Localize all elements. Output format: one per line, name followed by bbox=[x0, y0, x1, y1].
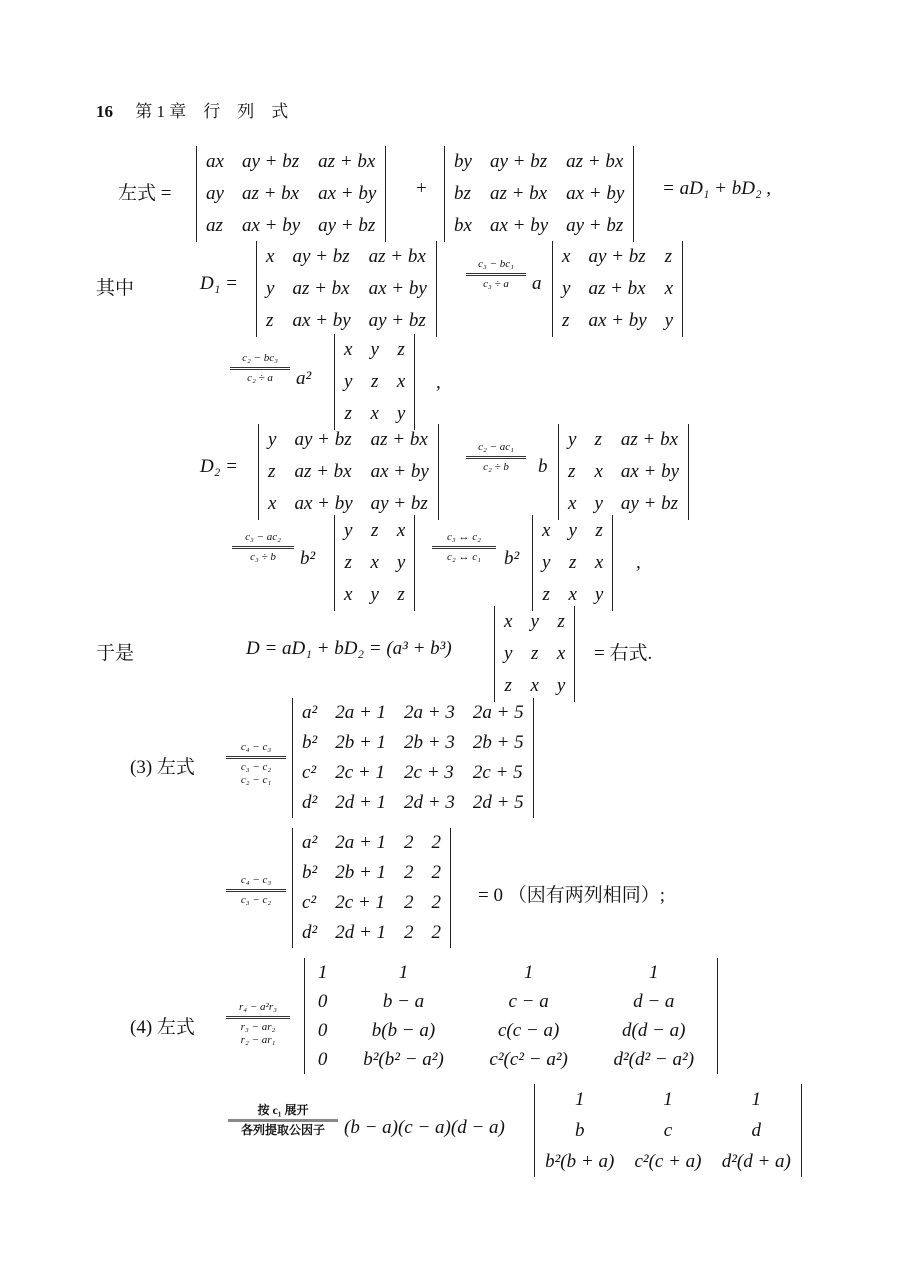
det-cell: x bbox=[344, 584, 353, 605]
d1-det1 bbox=[256, 241, 437, 337]
det-cell: az + bx bbox=[292, 278, 350, 299]
det-cell: z bbox=[530, 643, 539, 664]
det-cell: x bbox=[370, 552, 379, 573]
det-row bbox=[197, 146, 385, 178]
det-row bbox=[293, 728, 533, 758]
op-bottom: 各列提取公因子 bbox=[240, 1123, 325, 1137]
det-cell: 2 bbox=[404, 922, 414, 943]
det-row bbox=[553, 305, 682, 337]
det-cell: x bbox=[344, 339, 353, 360]
det-cell: z bbox=[344, 403, 352, 424]
part3-det2 bbox=[292, 828, 451, 948]
det-cell: d²(d² − a²) bbox=[613, 1049, 695, 1070]
det-row bbox=[535, 1084, 801, 1115]
det-row bbox=[559, 424, 688, 456]
page-header bbox=[96, 97, 288, 122]
det-row bbox=[495, 638, 574, 670]
det-cell: 2 bbox=[404, 862, 414, 883]
part4-det1 bbox=[304, 958, 718, 1074]
op-bottom: c₃ ÷ a bbox=[483, 278, 509, 290]
op-top: c₃ ↔ c₂ bbox=[447, 531, 481, 543]
op-bottom: c₃ − c₂ bbox=[240, 761, 272, 773]
op-bottom-2: r₂ − ar₁ bbox=[240, 1034, 276, 1046]
det-cell: c(c − a) bbox=[497, 1020, 560, 1041]
det-cell: 0 bbox=[317, 991, 328, 1012]
det-cell: c − a bbox=[508, 991, 549, 1012]
det-row bbox=[335, 547, 414, 579]
det-cell: ax + by bbox=[620, 461, 680, 482]
op-bottom: c₃ − c₂ bbox=[240, 894, 272, 906]
part3-op2 bbox=[226, 874, 286, 907]
part4-det2 bbox=[534, 1084, 802, 1177]
op-top: c₄ − c₃ bbox=[240, 874, 272, 886]
det-cell: c bbox=[663, 1120, 673, 1141]
det-cell: y bbox=[542, 552, 551, 573]
det-cell: d(d − a) bbox=[622, 1020, 686, 1041]
op-top: c₃ − bc₁ bbox=[478, 258, 514, 270]
det-cell: c² bbox=[302, 892, 317, 913]
det-cell: y bbox=[344, 371, 353, 392]
det-cell: ax + by bbox=[566, 183, 625, 204]
det-cell: z bbox=[568, 552, 577, 573]
det-cell: x bbox=[504, 611, 513, 632]
det-row bbox=[305, 958, 717, 987]
det-cell: y bbox=[594, 584, 604, 605]
det-cell: 2b + 1 bbox=[335, 862, 387, 883]
det-cell: ax + by bbox=[588, 310, 647, 331]
conclusion-expr: D = aD₁ + bD₂ = (a³ + b³) bbox=[246, 638, 452, 659]
det-cell: 0 bbox=[317, 1020, 328, 1041]
det-cell: x bbox=[556, 643, 566, 664]
det-cell: y bbox=[556, 675, 566, 696]
det-cell: x bbox=[530, 675, 539, 696]
d1-det2 bbox=[552, 241, 683, 337]
det-cell: z bbox=[397, 584, 405, 605]
det-cell: c² bbox=[302, 762, 317, 783]
part3-det1 bbox=[292, 698, 534, 818]
part4-factor: (b − a)(c − a)(d − a) bbox=[344, 1117, 505, 1138]
d1-coef2: a² bbox=[296, 368, 312, 389]
det-cell: y bbox=[268, 429, 277, 450]
det-cell: y bbox=[504, 643, 513, 664]
det-cell: d² bbox=[302, 792, 318, 813]
det-cell: z bbox=[397, 339, 405, 360]
det-row bbox=[559, 456, 688, 488]
d2-tail: , bbox=[636, 552, 641, 573]
det-cell: az + bx bbox=[620, 429, 679, 450]
op-top: 按 c₁ 展开 bbox=[257, 1103, 309, 1117]
op-top: c₂ − ac₁ bbox=[478, 441, 514, 453]
d1-det3 bbox=[334, 334, 415, 430]
det-cell: 1 bbox=[398, 962, 409, 983]
det-cell: z bbox=[344, 552, 352, 573]
d2-coef3: b² bbox=[504, 548, 520, 569]
det-cell: 2b + 3 bbox=[404, 732, 455, 753]
det-cell: by bbox=[454, 151, 472, 172]
det-cell: y bbox=[370, 584, 379, 605]
det-row bbox=[535, 1146, 801, 1177]
det-row bbox=[335, 515, 414, 547]
det-cell: 2 bbox=[431, 832, 442, 853]
det-cell: b²(b² − a²) bbox=[363, 1049, 444, 1070]
det-cell: 2 bbox=[431, 922, 442, 943]
eq1-result: = aD₁ + bD₂ , bbox=[662, 178, 772, 199]
det-cell: x bbox=[568, 493, 577, 514]
op-top: r₄ − a²r₃ bbox=[239, 1001, 277, 1013]
det-cell: ax + by bbox=[292, 310, 351, 331]
det-cell: z bbox=[268, 461, 276, 482]
det-cell: az + bx bbox=[294, 461, 352, 482]
det-cell: z bbox=[370, 520, 379, 541]
det-row bbox=[335, 334, 414, 366]
det-cell: ax + by bbox=[241, 215, 301, 236]
det-cell: a² bbox=[302, 832, 318, 853]
det-cell: y bbox=[594, 493, 603, 514]
part3-op1 bbox=[226, 741, 286, 787]
det-row bbox=[445, 210, 633, 242]
det-cell: ay + bz bbox=[292, 246, 350, 267]
det-cell: b − a bbox=[382, 991, 425, 1012]
det-cell: d − a bbox=[633, 991, 675, 1012]
eq1-det2 bbox=[444, 146, 634, 242]
det-cell: 1 bbox=[751, 1089, 762, 1110]
op-bottom: c₂ ÷ b bbox=[483, 461, 509, 473]
det-cell: az + bx bbox=[370, 429, 428, 450]
d1-op1 bbox=[466, 258, 526, 291]
det-cell: y bbox=[562, 278, 571, 299]
det-cell: 2 bbox=[404, 832, 414, 853]
det-row bbox=[197, 178, 385, 210]
det-cell: x bbox=[396, 520, 406, 541]
det-cell: y bbox=[396, 552, 406, 573]
det-cell: d²(d + a) bbox=[721, 1151, 791, 1172]
zero-reason: = 0 （因有两列相同）; bbox=[478, 885, 665, 906]
det-cell: x bbox=[396, 371, 406, 392]
det-row bbox=[335, 579, 414, 611]
det-row bbox=[257, 273, 436, 305]
op-bottom-2: c₂ − c₁ bbox=[240, 774, 272, 786]
det-cell: y bbox=[568, 429, 577, 450]
det-cell: 0 bbox=[317, 1049, 328, 1070]
eq1-det1 bbox=[196, 146, 386, 242]
det-cell: y bbox=[568, 520, 577, 541]
det-cell: z bbox=[557, 611, 565, 632]
det-cell: ay + bz bbox=[620, 493, 679, 514]
det-cell: az + bx bbox=[566, 151, 624, 172]
det-row bbox=[495, 606, 574, 638]
d2-lhs: D₂ = bbox=[200, 456, 238, 477]
det-cell: ay + bz bbox=[370, 493, 428, 514]
d2-det4 bbox=[532, 515, 613, 611]
d1-op2 bbox=[230, 352, 290, 385]
det-cell: b² bbox=[302, 862, 318, 883]
det-row bbox=[293, 858, 450, 888]
det-cell: x bbox=[594, 552, 604, 573]
det-cell: z bbox=[568, 461, 576, 482]
det-row bbox=[553, 241, 682, 273]
det-cell: x bbox=[594, 461, 603, 482]
det-cell: 2b + 5 bbox=[472, 732, 524, 753]
det-cell: z bbox=[266, 310, 274, 331]
det-cell: 2d + 1 bbox=[335, 922, 387, 943]
d2-coef2: b² bbox=[300, 548, 316, 569]
op-bottom: c₂ ÷ a bbox=[247, 372, 273, 384]
det-cell: z bbox=[542, 584, 550, 605]
det-cell: ax + by bbox=[489, 215, 549, 236]
d2-op1 bbox=[466, 441, 526, 474]
det-cell: 2c + 1 bbox=[335, 892, 385, 913]
op-bottom: r₃ − ar₂ bbox=[240, 1021, 276, 1033]
det-cell: x bbox=[266, 246, 275, 267]
det-cell: ax + by bbox=[294, 493, 353, 514]
det-cell: ay + bz bbox=[368, 310, 426, 331]
det-row bbox=[305, 1045, 717, 1074]
det-cell: 2c + 1 bbox=[335, 762, 385, 783]
chapter-title: 第 1 章 行 列 式 bbox=[135, 102, 289, 121]
det-cell: 1 bbox=[317, 962, 328, 983]
det-cell: b² bbox=[302, 732, 318, 753]
d2-det2 bbox=[558, 424, 689, 520]
det-row bbox=[293, 698, 533, 728]
det-cell: d² bbox=[302, 922, 318, 943]
det-cell: ay + bz bbox=[588, 246, 646, 267]
op-bottom: c₃ ÷ b bbox=[250, 551, 276, 563]
op-bottom: c₂ ↔ c₁ bbox=[447, 551, 481, 563]
det-cell: z bbox=[504, 675, 512, 696]
det-cell: az + bx bbox=[489, 183, 548, 204]
det-cell: 2a + 3 bbox=[404, 702, 455, 723]
det-cell: c²(c² − a²) bbox=[489, 1049, 568, 1070]
det-cell: x bbox=[562, 246, 571, 267]
d2-det3 bbox=[334, 515, 415, 611]
right-side-label: = 右式. bbox=[594, 643, 653, 664]
det-cell: 1 bbox=[663, 1089, 673, 1110]
det-cell: y bbox=[344, 520, 353, 541]
d2-op3 bbox=[432, 531, 496, 564]
det-row bbox=[257, 241, 436, 273]
det-cell: 2d + 3 bbox=[404, 792, 455, 813]
det-cell: az + bx bbox=[318, 151, 376, 172]
det-cell: ax + by bbox=[370, 461, 429, 482]
det-row bbox=[305, 987, 717, 1016]
det-cell: c²(c + a) bbox=[634, 1151, 702, 1172]
det-cell: ax + by bbox=[318, 183, 377, 204]
det-cell: z bbox=[664, 246, 673, 267]
det-cell: x bbox=[664, 278, 674, 299]
det-row bbox=[445, 178, 633, 210]
d1-coef1: a bbox=[532, 273, 542, 294]
det-cell: 2a + 5 bbox=[472, 702, 524, 723]
det-cell: 2 bbox=[404, 892, 414, 913]
det-cell: 2 bbox=[431, 862, 442, 883]
det-cell: y bbox=[396, 403, 406, 424]
op-top: c₄ − c₃ bbox=[240, 741, 272, 753]
det-cell: ay bbox=[206, 183, 224, 204]
det-row bbox=[293, 788, 533, 818]
op-top: c₃ − ac₂ bbox=[245, 531, 281, 543]
left-eq-label: 左式 = bbox=[118, 183, 172, 204]
det-cell: x bbox=[542, 520, 551, 541]
thus-label: 于是 bbox=[96, 643, 135, 664]
det-row bbox=[335, 366, 414, 398]
det-cell: az + bx bbox=[588, 278, 646, 299]
det-cell: b bbox=[574, 1120, 585, 1141]
det-cell: ay + bz bbox=[241, 151, 300, 172]
det-cell: x bbox=[370, 403, 379, 424]
det-cell: 2 bbox=[431, 892, 442, 913]
det-cell: 2d + 5 bbox=[472, 792, 524, 813]
det-row bbox=[293, 828, 450, 858]
det-cell: ay + bz bbox=[318, 215, 376, 236]
det-cell: ax + by bbox=[368, 278, 427, 299]
det-cell: y bbox=[370, 339, 379, 360]
det-cell: x bbox=[268, 493, 277, 514]
det-cell: 1 bbox=[523, 962, 534, 983]
part4-op1 bbox=[226, 1001, 290, 1047]
d2-coef1: b bbox=[538, 456, 548, 477]
det-row bbox=[197, 210, 385, 242]
det-cell: bz bbox=[454, 183, 471, 204]
plus-sign: + bbox=[416, 178, 427, 199]
part3-label: (3) 左式 bbox=[130, 757, 195, 778]
det-cell: z bbox=[594, 429, 602, 450]
d2-op2 bbox=[232, 531, 294, 564]
det-cell: b²(b + a) bbox=[545, 1151, 615, 1172]
det-cell: b(b − a) bbox=[371, 1020, 436, 1041]
det-cell: 2a + 1 bbox=[335, 702, 387, 723]
det-cell: z bbox=[370, 371, 379, 392]
det-row bbox=[533, 547, 612, 579]
det-cell: bx bbox=[454, 215, 472, 236]
det-cell: az + bx bbox=[368, 246, 426, 267]
det-cell: 2a + 1 bbox=[335, 832, 387, 853]
det-cell: az bbox=[206, 215, 223, 236]
det-row bbox=[305, 1016, 717, 1045]
det-row bbox=[293, 758, 533, 788]
where-label: 其中 bbox=[96, 278, 135, 299]
det-cell: 1 bbox=[649, 962, 659, 983]
det-row bbox=[257, 305, 436, 337]
conclusion-det bbox=[494, 606, 575, 702]
det-row bbox=[259, 424, 438, 456]
det-row bbox=[259, 456, 438, 488]
det-cell: a² bbox=[302, 702, 318, 723]
det-row bbox=[535, 1115, 801, 1146]
det-cell: ay + bz bbox=[294, 429, 352, 450]
d1-lhs: D₁ = bbox=[200, 273, 238, 294]
det-cell: 2b + 1 bbox=[335, 732, 387, 753]
det-cell: y bbox=[664, 310, 674, 331]
page-number: 16 bbox=[96, 102, 113, 121]
det-row bbox=[533, 515, 612, 547]
d1-tail: , bbox=[436, 372, 441, 393]
det-cell: ay + bz bbox=[489, 151, 548, 172]
det-cell: x bbox=[568, 584, 577, 605]
det-cell: az + bx bbox=[241, 183, 300, 204]
det-cell: z bbox=[595, 520, 603, 541]
det-cell: 1 bbox=[574, 1089, 585, 1110]
det-row bbox=[445, 146, 633, 178]
det-cell: d bbox=[751, 1120, 762, 1141]
det-cell: 2c + 3 bbox=[404, 762, 454, 783]
det-cell: ax bbox=[206, 151, 224, 172]
det-cell: 2d + 1 bbox=[335, 792, 387, 813]
part4-op2 bbox=[228, 1104, 338, 1137]
op-top: c₂ − bc₃ bbox=[242, 352, 278, 364]
det-cell: y bbox=[266, 278, 275, 299]
det-row bbox=[293, 918, 450, 948]
det-cell: ay + bz bbox=[566, 215, 624, 236]
det-cell: z bbox=[562, 310, 570, 331]
det-row bbox=[553, 273, 682, 305]
d2-det1 bbox=[258, 424, 439, 520]
det-row bbox=[293, 888, 450, 918]
det-cell: y bbox=[530, 611, 539, 632]
part4-label: (4) 左式 bbox=[130, 1017, 195, 1038]
det-cell: 2c + 5 bbox=[472, 762, 523, 783]
